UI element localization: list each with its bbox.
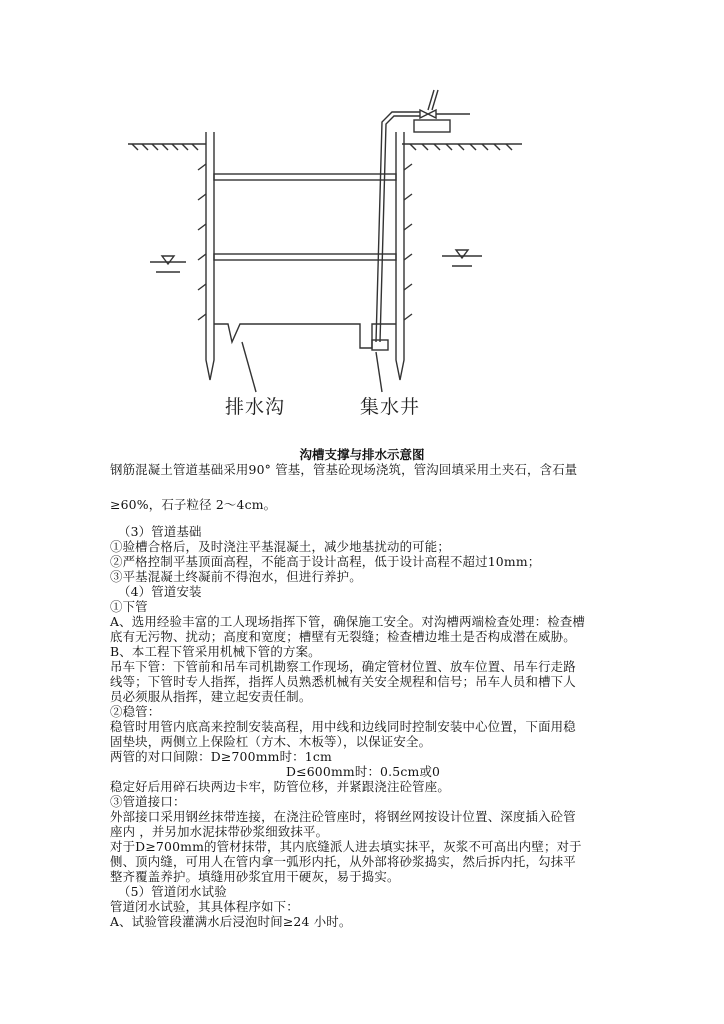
paragraph-line: 稳管时用管内底高来控制安装高程，用中线和边线同时控制安装中心位置，下面用稳 [110,719,576,734]
paragraph-line: 两管的对口间隙：D≥700mm时：1cm [110,749,332,764]
valve-icon [420,110,436,118]
paragraph-line: D≤600mm时：0.5cm或0 [286,764,441,779]
strut-upper [214,174,396,180]
paragraph-line: 侧、顶内缝，可用人在管内拿一弧形内托，从外部将砂浆捣实，然后拆内托，勾抹平 [110,854,576,869]
section-heading: （4）管道安装 [118,584,202,599]
section-heading: （3）管道基础 [118,524,202,539]
paragraph-line: ≥60%，石子粒径 2～4cm。 [110,497,277,512]
ground-hatch-left [132,144,198,150]
paragraph-line: 底有无污物、扰动；高度和宽度；槽壁有无裂缝；检查槽边堆土是否构成潜在威胁。 [110,629,576,644]
leader-drain [242,342,256,392]
list-item: ②严格控制平基顶面高程，不能高于设计高程，低于设计高程不超过10mm； [110,554,541,569]
paragraph-line: 外部接口采用钢丝抹带连接，在浇注砼管座时，将钢丝网按设计位置、深度插入砼管 [110,809,576,824]
paragraph-line: 员必须服从指挥，建立起安责任制。 [110,689,312,704]
figure-caption: 沟槽支撑与排水示意图 [299,447,425,462]
pump-base [414,120,450,132]
sub-heading: ①下管 [110,599,148,614]
paragraph-line: 稳定好后用碎石块两边卡牢，防管位移，并紧跟浇注砼管座。 [110,779,450,794]
paragraph-line: 座内 ，并另加水泥抹带砂浆细致抹平。 [110,824,329,839]
paragraph-line: 线等；下管时专人指挥，指挥人员熟悉机械有关安全规程和信号；吊车人员和槽下人 [110,674,576,689]
paragraph-line: B、本工程下管采用机械下管的方案。 [110,644,321,659]
paragraph-line: 整齐覆盖养护。填缝用砂浆宜用干硬灰，易于捣实。 [110,869,400,884]
trench-wall-hatch-left [198,164,206,320]
paragraph-line: 钢筋混凝土管道基础采用90° 管基，管基砼现场浇筑，管沟回填采用土夹石，含石量 [110,462,578,477]
ground-hatch-right [410,144,512,150]
sheet-pile-right [396,132,404,380]
paragraph-line: 吊车下管：下管前和吊车司机勘察工作现场，确定管材位置、放车位置、吊车行走路 [110,659,576,674]
list-item: ①验槽合格后，及时浇注平基混凝土，减少地基扰动的可能； [110,539,450,554]
trench-wall-hatch-right [404,164,412,320]
trench-bottom [214,324,396,348]
paragraph-line: A、选用经验丰富的工人现场指挥下管，确保施工安全。对沟槽两端检查处理：检查槽 [110,614,586,629]
sub-heading: ②稳管： [110,704,161,719]
sub-heading: ③管道接口： [110,794,186,809]
paragraph-line: 管道闭水试验，其具体程序如下： [110,899,299,914]
trench-drainage-figure [110,80,630,425]
list-item: ③平基混凝土终凝前不得泡水，但进行养护。 [110,569,362,584]
leader-sump [376,352,382,392]
paragraph-line: 对于D≥700mm的管材抹带，其内底缝派人进去填实抹平，灰浆不可高出内壁；对于 [110,839,582,854]
strut-lower [214,254,396,260]
paragraph-line: A、试验管段灌满水后浸泡时间≥24 小时。 [110,914,352,929]
label-drain-ditch: 排水沟 [225,396,286,418]
sheet-pile-left [206,132,214,380]
paragraph-line: 固垫块，两侧立上保险杠（方木、木板等），以保证安全。 [110,734,432,749]
section-heading: （5）管道闭水试验 [118,884,227,899]
label-sump-well: 集水井 [360,396,421,418]
trench-diagram [110,80,630,425]
